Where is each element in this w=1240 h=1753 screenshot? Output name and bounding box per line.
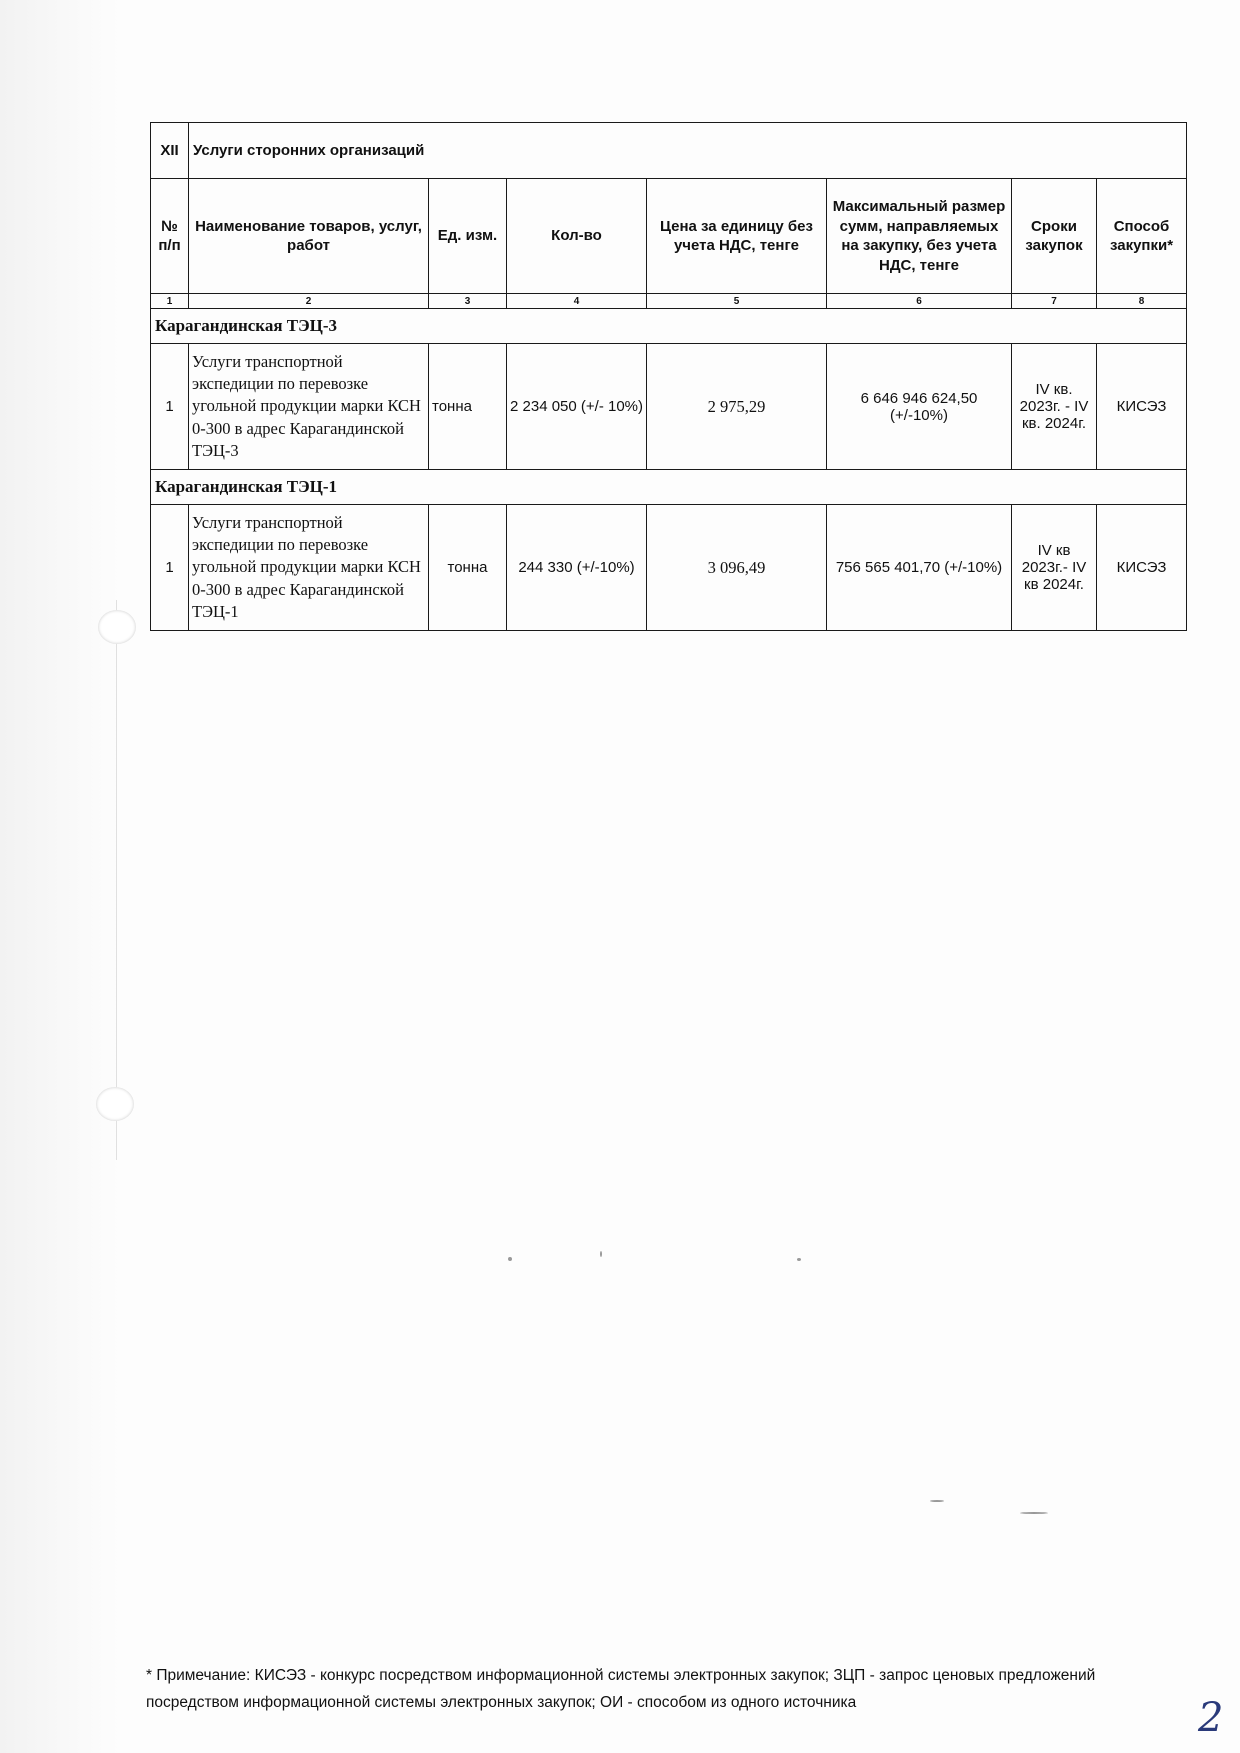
- column-index-row: [151, 294, 1187, 309]
- group-title: Карагандинская ТЭЦ-1: [151, 470, 1187, 505]
- row-period: IV кв. 2023г. - IV кв. 2024г.: [1012, 344, 1097, 470]
- header-unit: Ед. изм.: [429, 179, 507, 294]
- row-qty: 2 234 050 (+/- 10%): [507, 344, 647, 470]
- table-row: [151, 505, 1187, 631]
- row-max-sum: 756 565 401,70 (+/-10%): [827, 505, 1012, 631]
- row-method: КИСЭЗ: [1097, 344, 1187, 470]
- group-row-tec1: [151, 470, 1187, 505]
- column-index: 3: [429, 294, 507, 309]
- row-price: 3 096,49: [647, 505, 827, 631]
- row-price: 2 975,29: [647, 344, 827, 470]
- header-name: Наименование товаров, услуг, работ: [189, 179, 429, 294]
- section-row: [151, 123, 1187, 179]
- column-index: 7: [1012, 294, 1097, 309]
- procurement-table: [150, 122, 1187, 631]
- column-index: 4: [507, 294, 647, 309]
- column-index: 1: [151, 294, 189, 309]
- footnote: * Примечание: КИСЭЗ - конкурс посредством информационной системы электронных закупок; ЗЦП - запрос ценовых предложений посредством информационной системы электронных закупок; ОИ - способом из одного источника: [146, 1667, 1096, 1712]
- scan-fold-line: [116, 600, 117, 1160]
- header-row: [151, 179, 1187, 294]
- row-qty: 244 330 (+/-10%): [507, 505, 647, 631]
- row-unit: тонна: [429, 344, 507, 470]
- column-index: 5: [647, 294, 827, 309]
- row-num: 1: [151, 505, 189, 631]
- column-index: 2: [189, 294, 429, 309]
- scan-speck: [930, 1500, 944, 1502]
- column-index: 6: [827, 294, 1012, 309]
- row-num: 1: [151, 344, 189, 470]
- punch-hole-top: [98, 610, 136, 644]
- scan-speck: [508, 1257, 512, 1261]
- header-period: Сроки закупок: [1012, 179, 1097, 294]
- scan-speck: [797, 1258, 801, 1261]
- handwritten-page-number: 2: [1198, 1695, 1224, 1741]
- row-unit: тонна: [429, 505, 507, 631]
- row-name: Услуги транспортной экспедиции по перевозке угольной продукции марки КСН 0-300 в адрес Карагандинской ТЭЦ-3: [189, 344, 429, 470]
- group-row-tec3: [151, 309, 1187, 344]
- header-qty: Кол-во: [507, 179, 647, 294]
- header-price: Цена за единицу без учета НДС, тенге: [647, 179, 827, 294]
- row-name: Услуги транспортной экспедиции по перевозке угольной продукции марки КСН 0-300 в адрес Карагандинской ТЭЦ-1: [189, 505, 429, 631]
- section-title: Услуги сторонних организаций: [189, 123, 1187, 179]
- scan-speck: [600, 1251, 602, 1257]
- punch-hole-bottom: [96, 1087, 134, 1121]
- row-max-sum: 6 646 946 624,50 (+/-10%): [827, 344, 1012, 470]
- row-method: КИСЭЗ: [1097, 505, 1187, 631]
- group-title: Карагандинская ТЭЦ-3: [151, 309, 1187, 344]
- header-max-sum: Максимальный размер сумм, направляемых на закупку, без учета НДС, тенге: [827, 179, 1012, 294]
- header-num: № п/п: [151, 179, 189, 294]
- header-method: Способ закупки*: [1097, 179, 1187, 294]
- scan-speck: [1020, 1512, 1048, 1514]
- table-row: [151, 344, 1187, 470]
- column-index: 8: [1097, 294, 1187, 309]
- scan-page-edge: [0, 0, 120, 1753]
- section-number: XII: [151, 123, 189, 179]
- row-period: IV кв 2023г.- IV кв 2024г.: [1012, 505, 1097, 631]
